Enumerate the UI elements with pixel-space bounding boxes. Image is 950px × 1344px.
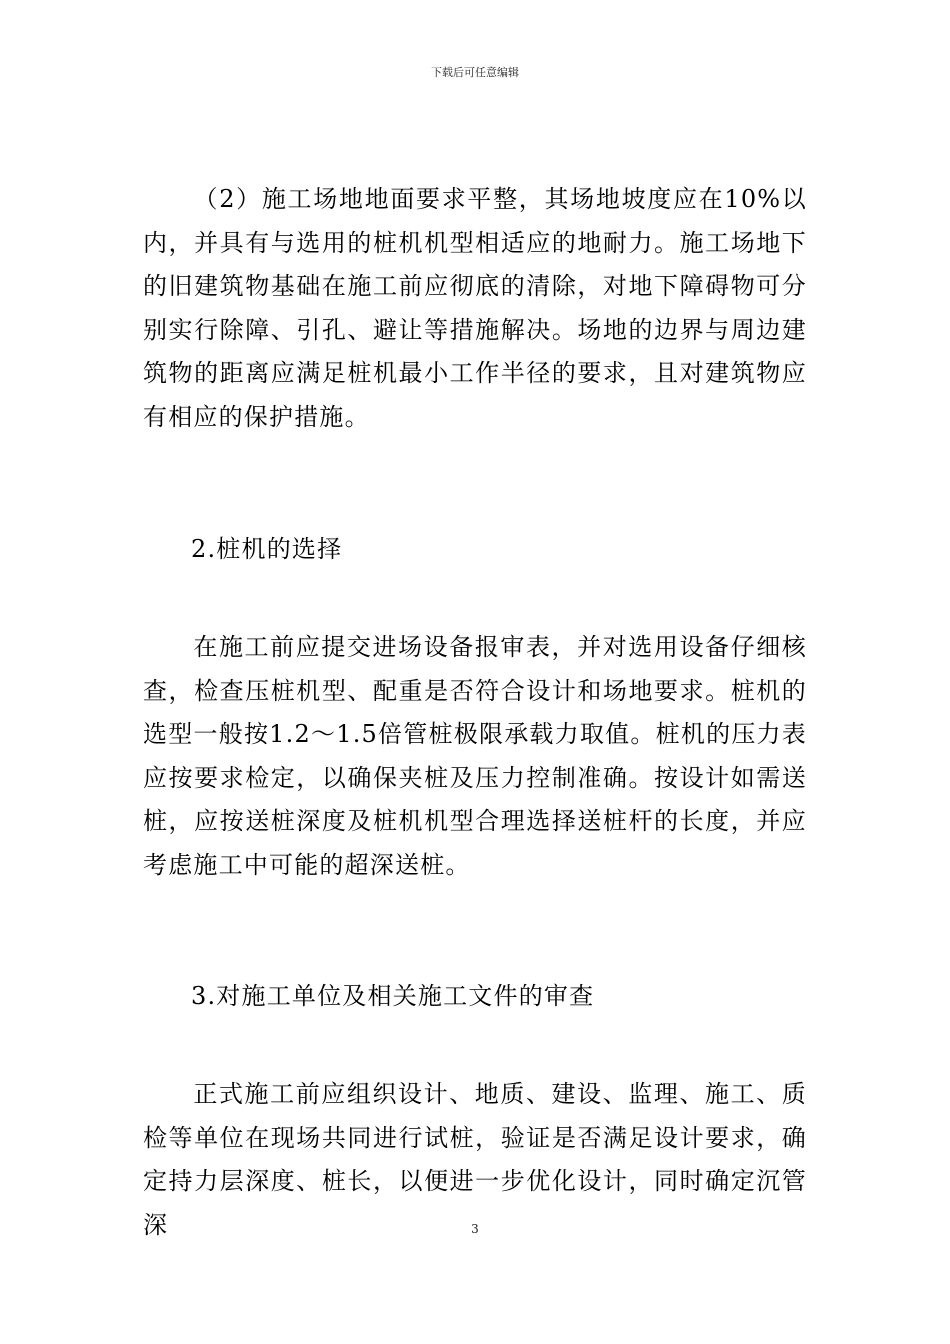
section-heading-pile-machine-selection: 2.桩机的选择 [191,535,343,563]
page-header: 下载后可任意编辑 [431,66,519,79]
paragraph-pile-machine-selection [143,626,807,887]
paragraph-trial-pile-text: 正式施工前应组织设计、地质、建设、监理、施工、质检等单位在现场共同进行试桩，验证是否满足设计要求，确定持力层深度、桩长，以便进一步优化设计，同时确定沉管深 [143,1080,807,1239]
page-number: 3 [471,1222,479,1236]
paragraph-site-requirements-text: （2）施工场地地面要求平整，其场地坡度应在10%以内，并具有与选用的桩机机型相适应的地耐力。施工场地下的旧建筑物基础在施工前应彻底的清除，对地下障碍物可分别实行除障、引孔、避让等措施解决。场地的边界与周边建筑物的距离应满足桩机最小工作半径的要求，且对建筑物应有相应的保护措施。 [143,185,807,431]
paragraph-site-requirements [143,178,807,439]
paragraph-trial-pile [143,1073,807,1247]
section-heading-document-review: 3.对施工单位及相关施工文件的审查 [191,982,595,1010]
paragraph-pile-machine-selection-text: 在施工前应提交进场设备报审表，并对选用设备仔细核查，检查压桩机型、配重是否符合设计和场地要求。桩机的选型一般按1.2～1.5倍管桩极限承载力取值。桩机的压力表应按要求检定，以确保夹桩及压力控制准确。按设计如需送桩，应按送桩深度及桩机机型合理选择送桩杆的长度，并应考虑施工中可能的超深送桩。 [143,633,807,879]
